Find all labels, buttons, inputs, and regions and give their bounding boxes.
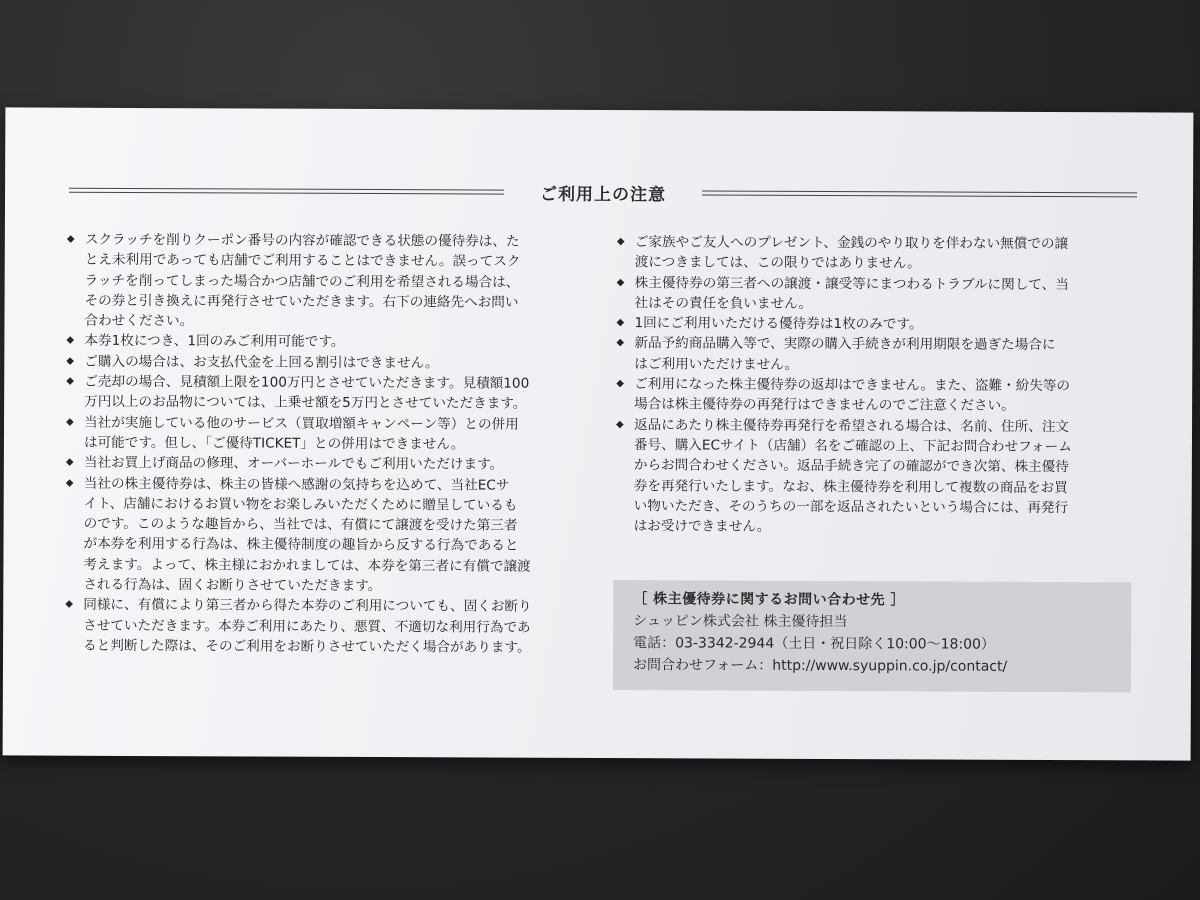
- notice-item: [66, 453, 566, 475]
- notice-item-text: ご売却の場合、見積額上限を100万円とさせていただきます。見積額100 万円以上のお品物については、上乗せ額を5万円とさせていただきます。: [84, 373, 530, 413]
- header-rule-left: [69, 187, 504, 194]
- notice-item-text: 1回にご利用いただける優待券は1枚のみです。: [634, 315, 923, 333]
- diamond-bullet-icon: ◆: [616, 236, 625, 248]
- diamond-bullet-icon: ◆: [616, 378, 624, 390]
- notice-item: [66, 331, 566, 353]
- diamond-bullet-icon: ◆: [616, 337, 625, 349]
- notice-list-right: [616, 232, 1117, 539]
- notice-item-text: 本券1枚につき、1回のみご利用可能です。: [84, 333, 345, 351]
- notice-item: [617, 232, 1117, 275]
- diamond-bullet-icon: ◆: [66, 375, 74, 387]
- notice-item-text: 当社の株主優待券は、株主の皆様へ感謝の気持ちを込めて、当社ECサ イト、店舗におけるお買い物をお楽しみいただくために贈呈しているも のです。このような趣旨から、当社では、有償にて譲渡を受けた第三者 が本券を利用する行為は、株主優待制度の趣旨から反する行為であると 考えます。よって、株主様におかれましては、本券を第三者に有償で譲渡 される行為は、固くお断りさせていただきます。: [83, 475, 531, 595]
- diamond-bullet-icon: ◆: [66, 233, 75, 245]
- notice-item-text: 当社が実施している他のサービス（買取増額キャンペーン等）との併用 は可能です。但し、「ご優待TICKET」との併用はできません。: [83, 414, 519, 453]
- notice-item: [616, 374, 1116, 417]
- notice-item: [65, 473, 566, 597]
- coupon-card-back: [3, 107, 1194, 760]
- notice-item: [616, 313, 1116, 335]
- notice-item-text: ご利用になった株主優待券の返却はできません。また、盗難・紛失等の 場合は株主優待券の再発行はできませんのでご注意ください。: [634, 376, 1071, 415]
- notice-item-text: 当社お買上げ商品の修理、オーバーホールでもご利用いただけます。: [83, 455, 504, 473]
- notice-header: [69, 178, 1137, 207]
- notice-item-text: 同様に、有償により第三者から得た本券のご利用についても、固くお断り させていただきます。本券ご利用にあたり、悪質、不適切な利用行為であ ると判断した際は、そのご利用をお断りさせていただく場合があります。: [83, 597, 532, 656]
- notice-item: [616, 415, 1117, 539]
- contact-phone: 電話：03-3342-2944（土日・祝日除く10:00〜18:00）: [633, 635, 995, 653]
- contact-heading: ［ 株主優待券に関するお問い合わせ先 ］: [633, 591, 906, 609]
- notice-item-text: 返品にあたり株主優待券再発行を希望される場合は、名前、住所、注文 番号、購入ECサイト（店舗）名をご確認の上、下記お問合わせフォーム からお問合わせください。返品手続き完了の確認ができ次第、株主優待 券を再発行いたします。なお、株主優待券を利用して複数の商品をお買 い物いただき、そのうちの一部を返品されたいという場合には、再発行 はお受けできません。: [633, 416, 1072, 535]
- diamond-bullet-icon: ◆: [65, 477, 74, 489]
- notice-item-text: 新品予約商品購入等で、実際の購入手続きが利用期限を過ぎた場合に はご利用いただけません。: [634, 335, 1056, 373]
- notice-item-text: ご家族やご友人へのプレゼント、金銭のやり取りを伴わない無償での譲 渡につきましては、この限りではありません。: [634, 234, 1069, 272]
- notice-list-left: [65, 230, 567, 658]
- diamond-bullet-icon: ◆: [66, 335, 75, 347]
- notice-item: [66, 372, 566, 415]
- notice-item: [617, 273, 1117, 316]
- contact-company: シュッピン株式会社 株主優待担当: [633, 613, 848, 631]
- diamond-bullet-icon: ◆: [65, 599, 73, 611]
- diamond-bullet-icon: ◆: [616, 276, 625, 288]
- notice-item: [66, 412, 566, 455]
- diamond-bullet-icon: ◆: [65, 456, 74, 468]
- contact-box: [613, 580, 1131, 692]
- diamond-bullet-icon: ◆: [66, 416, 74, 428]
- diamond-bullet-icon: ◆: [616, 317, 625, 329]
- contact-form-url: お問合わせフォーム：http://www.syuppin.co.jp/contact/: [632, 657, 1008, 675]
- notice-title: ご利用上の注意: [540, 184, 667, 205]
- notice-item-text: ご購入の場合は、お支払代金を上回る割引はできません。: [84, 353, 439, 372]
- notice-item: [66, 351, 566, 373]
- notice-item: [616, 334, 1116, 377]
- diamond-bullet-icon: ◆: [616, 418, 624, 430]
- notice-item: [65, 595, 565, 658]
- notice-item-text: スクラッチを削りクーポン番号の内容が確認できる状態の優待券は、た とえ未利用であっても店舗でご利用することはできません。誤ってスク ラッチを削ってしまった場合かつ店舗でのご利用を希望される場合は、 その券と引き換えに再発行させていただきます。右下の連絡先へお問い 合わせください。: [84, 231, 521, 330]
- header-rule-right: [702, 190, 1137, 197]
- notice-item-text: 株主優待券の第三者への譲渡・譲受等にまつわるトラブルに関して、当 社はその責任を負いません。: [634, 274, 1069, 312]
- notice-item: [66, 230, 566, 334]
- diamond-bullet-icon: ◆: [66, 355, 75, 367]
